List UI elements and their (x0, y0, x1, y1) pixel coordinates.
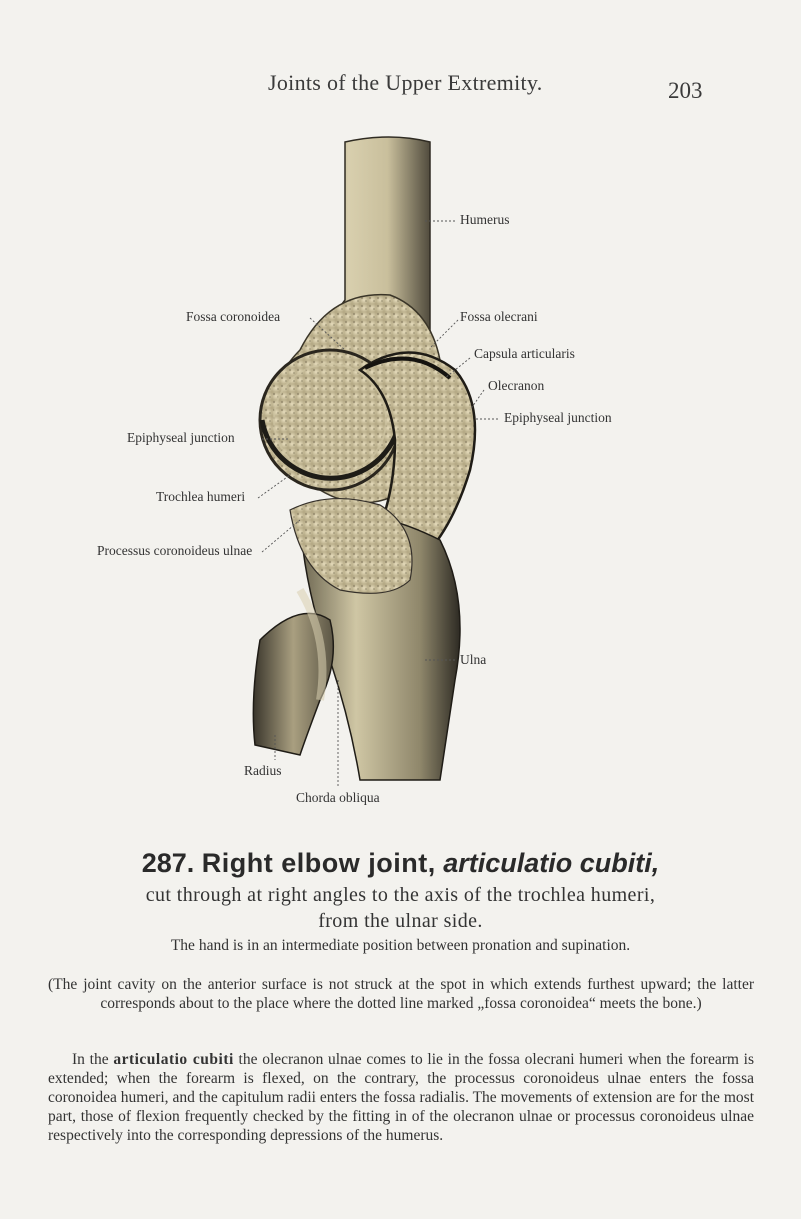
figure-subtitle-line-2: from the ulnar side. (318, 910, 483, 932)
paragraph-lead: In the (72, 1051, 109, 1068)
figure-title-latin: articulatio cubiti, (443, 848, 660, 878)
figure-title: Right elbow joint, (201, 848, 436, 878)
paragraph-articulatio-cubiti (48, 1050, 754, 1145)
label-processus-coronoideus-ulnae: Processus coronoideus ulnae (97, 543, 253, 558)
label-ulna: Ulna (460, 652, 487, 667)
paragraph-body: the olecranon ulnae comes to lie in the fossa olecrani humeri when the forearm is extended; when the forearm is flexed, on the contrary, the processus coronoideus ulnae enters the fossa coronoidea humeri, and the capitulum radii enters the fossa radialis. The movements of extension are for the most part, those of flexion frequently checked by the fitting in of the olecranon ulnae or processus coronoideus ulnae respectively into the corresponding depressions of the humerus. (48, 1051, 755, 1144)
page-number: 203 (668, 78, 703, 103)
label-chorda-obliqua: Chorda obliqua (296, 790, 380, 805)
label-epiphyseal-junction-left: Epiphyseal junction (127, 430, 235, 445)
term-articulatio-cubiti: articulatio cubiti (113, 1051, 234, 1068)
label-capsula-articularis: Capsula articularis (474, 346, 575, 361)
page-header (0, 64, 801, 104)
label-epiphyseal-junction-right: Epiphyseal junction (504, 410, 612, 425)
label-fossa-coronoidea: Fossa coronoidea (186, 309, 281, 324)
elbow-joint-figure (0, 120, 801, 820)
figure-note: The hand is in an intermediate position between pronation and supination. (170, 937, 631, 954)
figure-number: 287. (141, 848, 195, 878)
label-radius: Radius (244, 763, 282, 778)
label-olecranon: Olecranon (488, 378, 545, 393)
label-fossa-olecrani: Fossa olecrani (460, 309, 538, 324)
running-title: Joints of the Upper Extremity. (268, 70, 543, 95)
paragraph-joint-cavity: (The joint cavity on the anterior surface is not struck at the spot in which extends furthest upward; the latter corresponds about to the place where the dotted line marked „fossa coronoidea“ meets the bone.) (48, 976, 754, 1012)
figure-subtitle-line-1: cut through at right angles to the axis of the trochlea humeri, (145, 884, 656, 906)
elbow-illustration (0, 120, 801, 820)
label-trochlea-humeri: Trochlea humeri (156, 489, 246, 504)
label-humerus: Humerus (460, 212, 510, 227)
figure-caption-title (0, 848, 801, 879)
